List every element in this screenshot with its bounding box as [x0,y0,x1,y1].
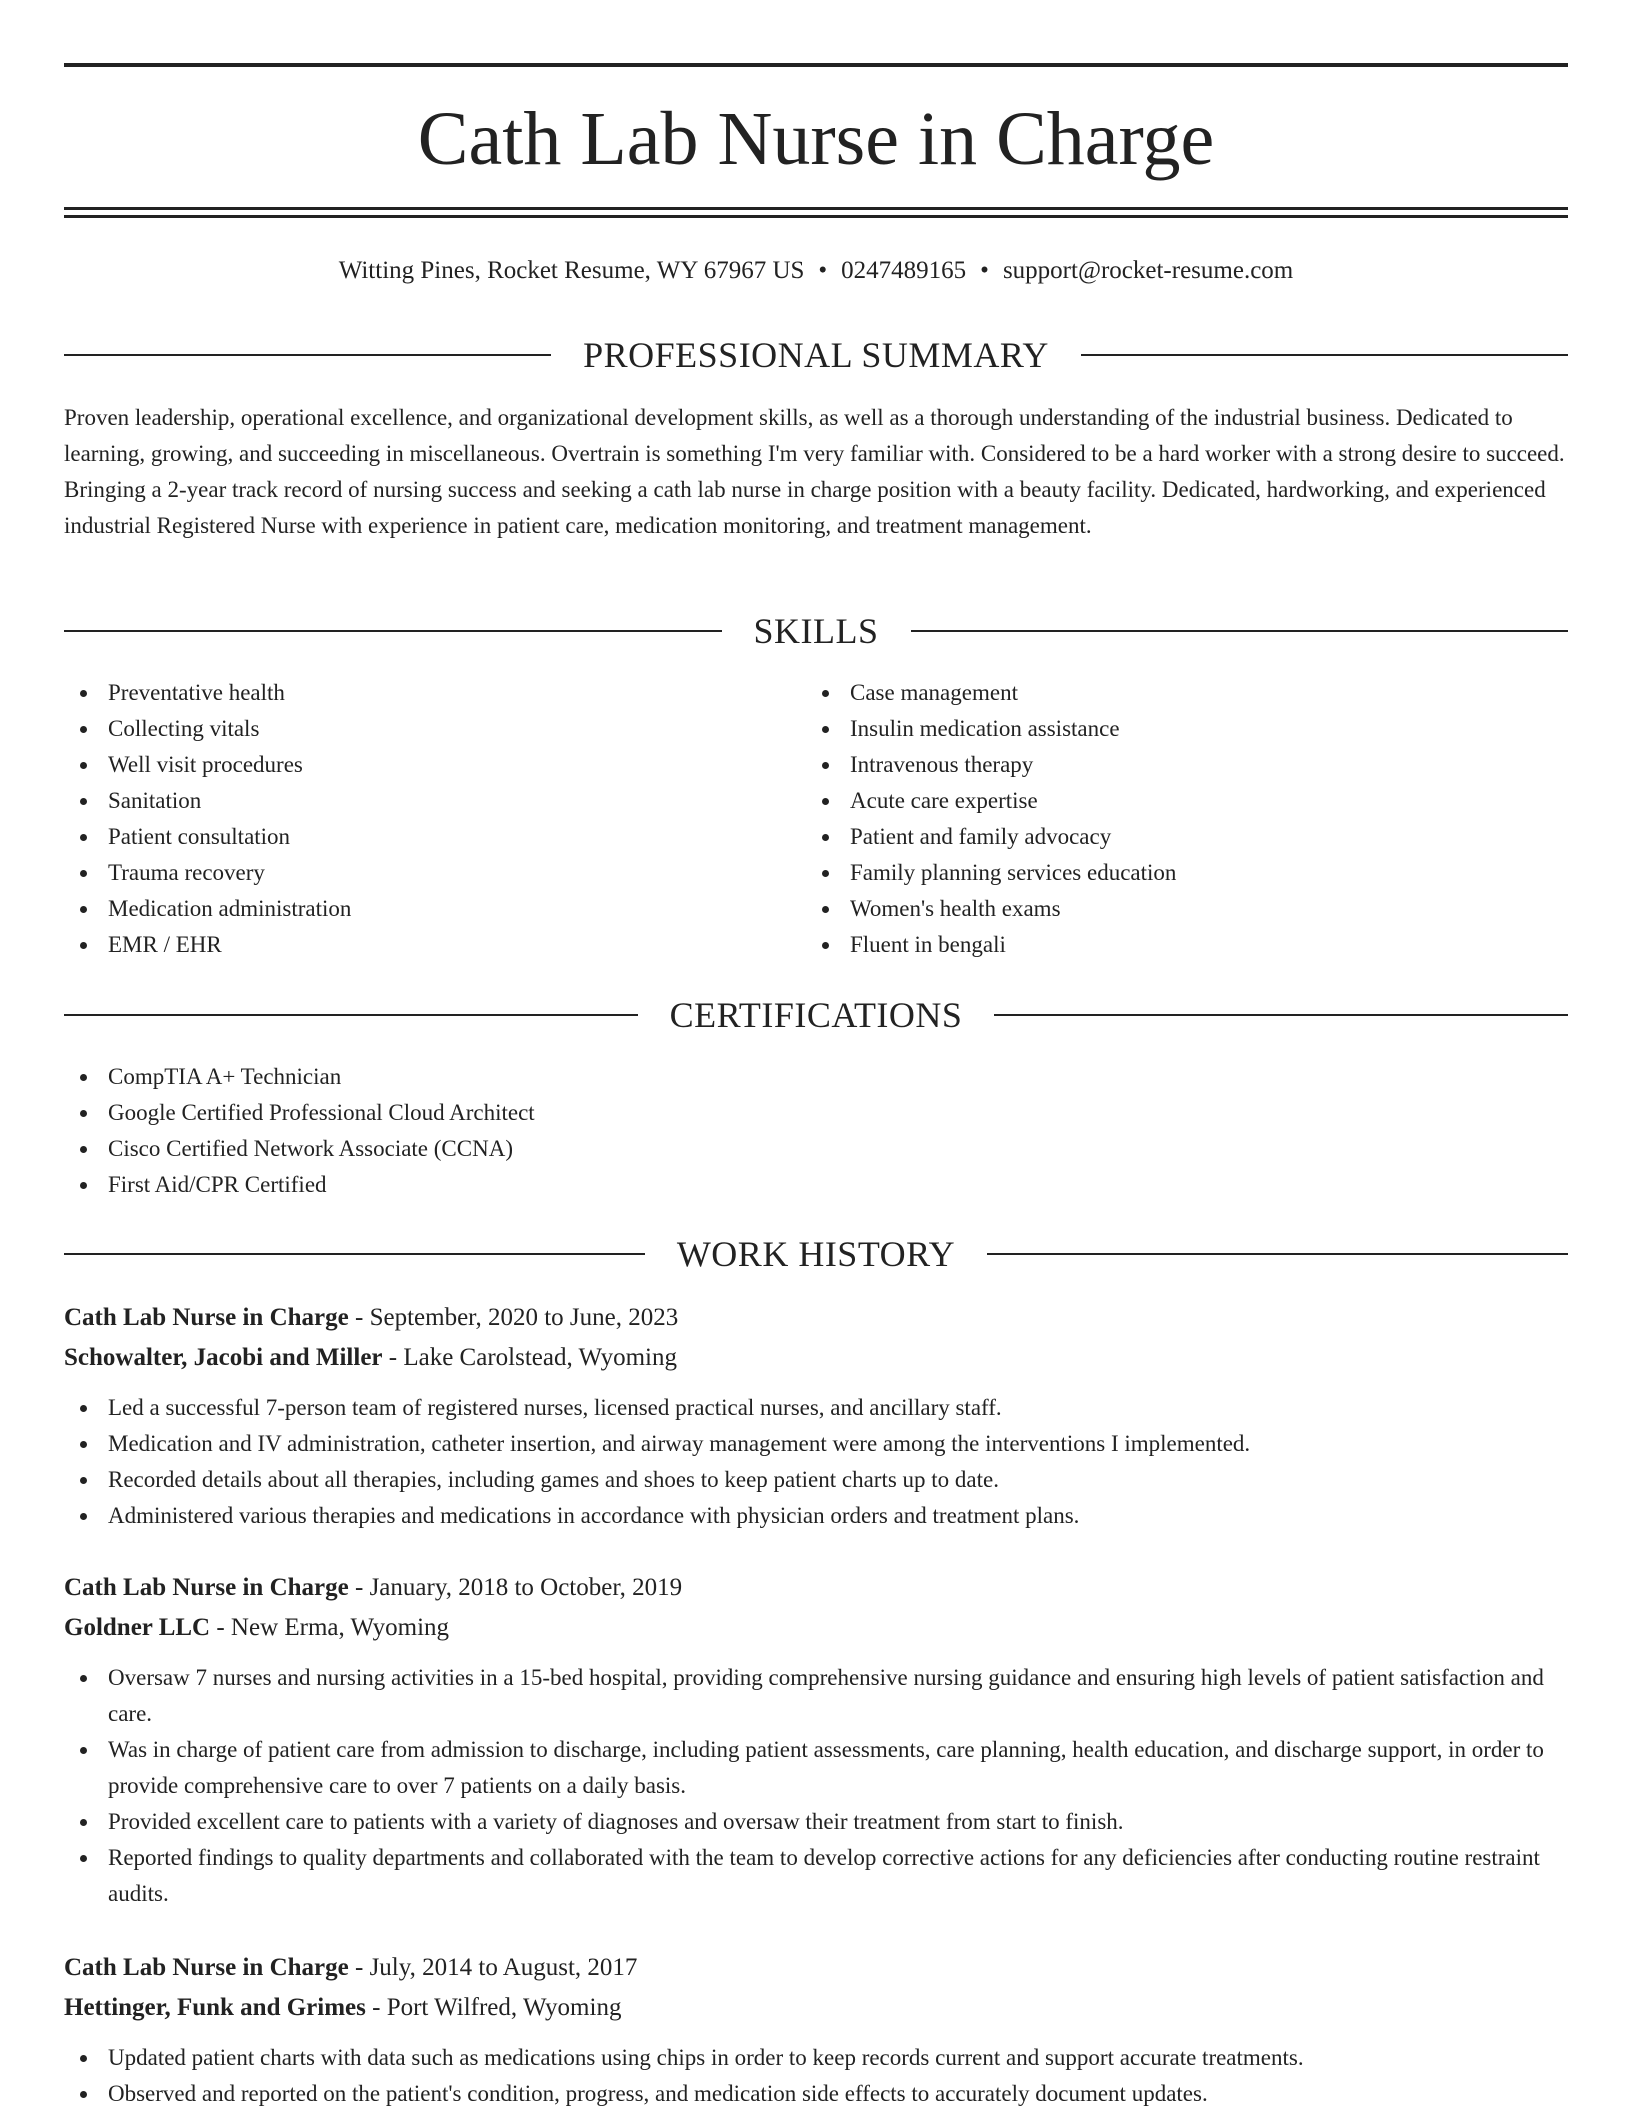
job-bullet: Oversaw 7 nurses and nursing activities in a 15-bed hospital, providing comprehensive nursing guidance and ensuring high levels of patient satisfaction and care. [64,1660,1568,1732]
resume-name: Cath Lab Nurse in Charge [417,97,1215,181]
heading-rule-right [987,1253,1568,1255]
job-bullet: Updated patient charts with data such as medications using chips in order to keep records current and support accurate treatments. [64,2040,1568,2076]
skill-item: Family planning services education [806,855,1548,891]
skill-item: Fluent in bengali [806,927,1548,963]
job-entry [64,1948,1568,2112]
contact-separator: • [818,257,828,284]
certification-item: Google Certified Professional Cloud Architect [64,1095,1568,1131]
job-bullet: Administered various therapies and medications in accordance with physician orders and treatment plans. [64,1498,1568,1534]
skill-item: Preventative health [64,675,806,711]
job-entry [64,1568,1568,1912]
skill-item: Well visit procedures [64,747,806,783]
heading-rule-right [1081,354,1568,356]
job-bullet: Medication and IV administration, catheter insertion, and airway management were among the interventions I implemented. [64,1426,1568,1462]
contact-line [64,254,1568,288]
skill-item: Acute care expertise [806,783,1548,819]
job-bullet: Recorded details about all therapies, including games and shoes to keep patient charts up to date. [64,1462,1568,1498]
job-location: - Port Wilfred, Wyoming [365,1994,622,2021]
heading-rule-left [64,354,551,356]
certification-item: Cisco Certified Network Associate (CCNA) [64,1131,1568,1167]
job-bullet: Provided excellent care to patients with a variety of diagnoses and oversaw their treatment from start to finish. [64,1804,1568,1840]
job-company-line [64,1608,1568,1648]
job-title: Cath Lab Nurse in Charge [64,1304,349,1331]
job-location: - New Erma, Wyoming [210,1614,450,1641]
job-dates: - January, 2018 to October, 2019 [348,1574,683,1601]
skill-item: Sanitation [64,783,806,819]
job-title-line [64,1948,1568,1988]
heading-rule-left [64,1014,638,1016]
contact-phone: 0247489165 [841,257,967,284]
heading-rule-left [64,630,722,632]
skill-item: Patient and family advocacy [806,819,1548,855]
skill-item: Case management [806,675,1548,711]
section-work-heading [64,1232,1568,1276]
job-company-line [64,1338,1568,1378]
skill-item: EMR / EHR [64,927,806,963]
contact-email[interactable]: support@rocket-resume.com [1002,257,1294,284]
skill-item: Insulin medication assistance [806,711,1548,747]
job-company: Schowalter, Jacobi and Miller [64,1344,383,1371]
job-company: Goldner LLC [64,1614,211,1641]
job-bullets [64,2040,1568,2112]
double-rule-upper [64,207,1568,210]
skill-item: Medication administration [64,891,806,927]
job-bullet: Was in charge of patient care from admission to discharge, including patient assessments, care planning, health education, and discharge support, in order to provide comprehensive care to over 7 patients on a daily basis. [64,1732,1568,1804]
job-company-line [64,1988,1568,2028]
heading-rule-right [911,630,1569,632]
job-dates: - September, 2020 to June, 2023 [348,1304,679,1331]
skills-column-left [64,675,806,963]
job-title-line [64,1568,1568,1608]
certification-item: First Aid/CPR Certified [64,1167,1568,1203]
skill-item: Trauma recovery [64,855,806,891]
section-summary-heading [64,333,1568,377]
job-bullet: Led a successful 7-person team of registered nurses, licensed practical nurses, and ancillary staff. [64,1390,1568,1426]
skills-column-right [806,675,1548,963]
job-bullet: Reported findings to quality departments and collaborated with the team to develop corrective actions for any deficiencies after conducting routine restraint audits. [64,1840,1568,1912]
job-title: Cath Lab Nurse in Charge [64,1574,349,1601]
job-entry [64,1298,1568,1534]
section-certifications-heading [64,993,1568,1037]
job-bullets [64,1660,1568,1912]
skill-item: Collecting vitals [64,711,806,747]
double-rule-lower [64,215,1568,218]
section-title: CERTIFICATIONS [669,995,963,1035]
contact-address: Witting Pines, Rocket Resume, WY 67967 US [338,257,805,284]
section-title: PROFESSIONAL SUMMARY [583,335,1049,375]
top-rule [64,63,1568,67]
heading-rule-left [64,1253,645,1255]
skill-item: Intravenous therapy [806,747,1548,783]
skill-item: Women's health exams [806,891,1548,927]
certification-item: CompTIA A+ Technician [64,1059,1568,1095]
job-company: Hettinger, Funk and Grimes [64,1994,366,2021]
contact-separator: • [980,257,989,284]
summary-text: Proven leadership, operational excellence, and organizational development skills, as well as a thorough understanding of the industrial business. Dedicated to learning, growing, and succeeding in miscellaneous. Overtrain is something I'm very familiar with. Considered to be a hard worker with a strong desire to succeed. Bringing a 2-year track record of nursing success and seeking a cath lab nurse in charge position with a beauty facility. Dedicated, hardworking, and experienced industrial Registered Nurse with experience in patient care, medication monitoring, and treatment management. [64,405,1565,538]
skills-list [64,675,1568,963]
skill-item: Patient consultation [64,819,806,855]
job-title-line [64,1298,1568,1338]
heading-rule-right [994,1014,1568,1016]
job-location: - Lake Carolstead, Wyoming [382,1344,677,1371]
section-title: WORK HISTORY [676,1234,956,1274]
job-dates: - July, 2014 to August, 2017 [348,1954,638,1981]
section-title: SKILLS [753,611,879,651]
job-title: Cath Lab Nurse in Charge [64,1954,349,1981]
job-bullets [64,1390,1568,1534]
section-skills-heading [64,609,1568,653]
certifications-list [64,1059,1568,1203]
job-bullet: Observed and reported on the patient's condition, progress, and medication side effects to accurately document updates. [64,2076,1568,2112]
